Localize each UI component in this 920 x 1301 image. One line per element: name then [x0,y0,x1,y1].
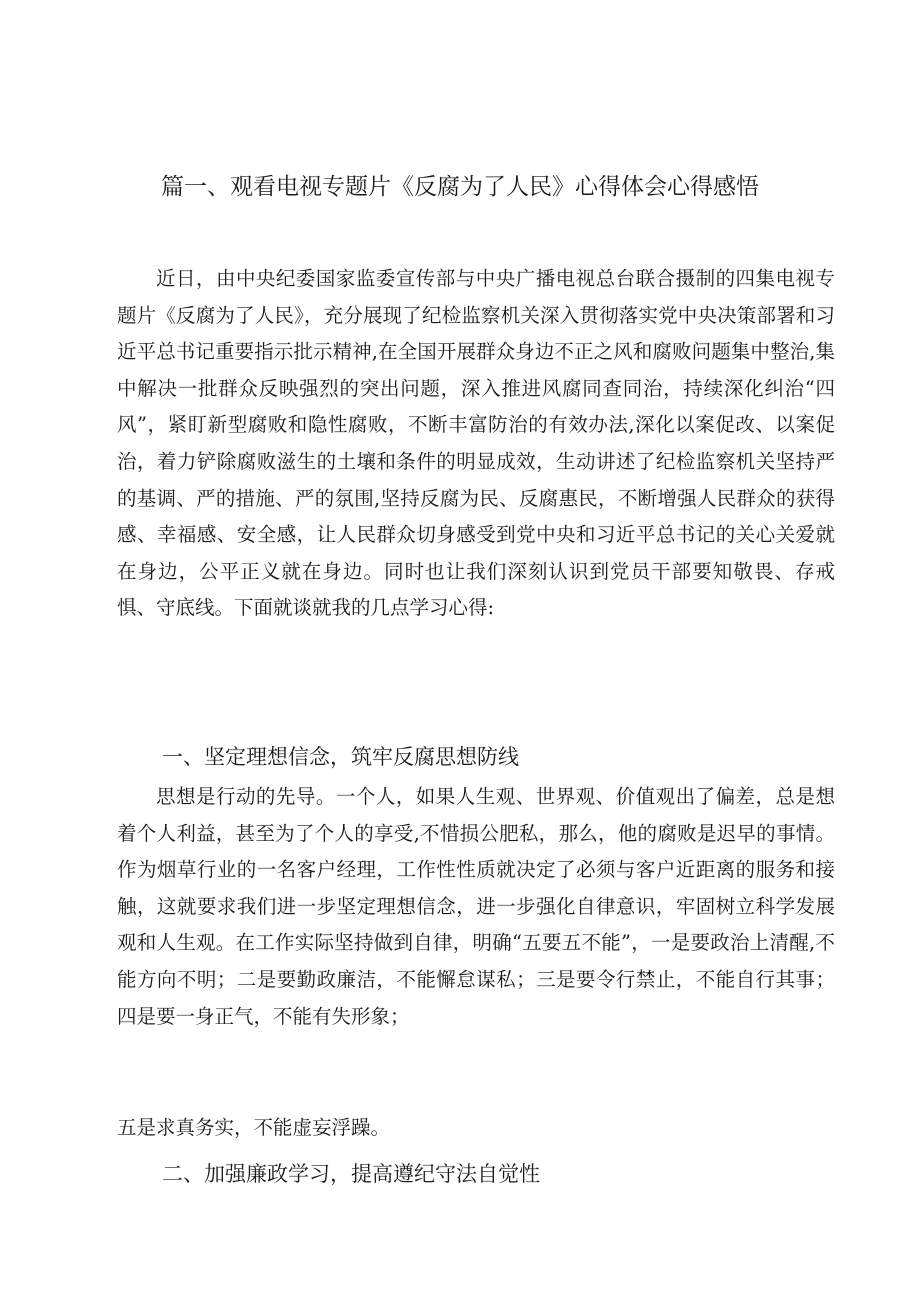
paragraph-section-1-continued: 五是求真务实，不能虚妄浮躁。 [117,1116,391,1139]
paragraph-intro: 近日，由中央纪委国家监委宣传部与中央广播电视总台联合摄制的四集电视专题片《反腐为了人民》，充分展现了纪检监察机关深入贯彻落实党中央决策部署和习近平总书记重要指示批示精神,在全国开展群众身边不正之风和腐败问题集中整治,集中解决一批群众反映强烈的突出问题，深入推进风腐同查同治，持续深化纠治“四风”，紧盯新型腐败和隐性腐败，不断丰富防治的有效办法,深化以案促改、以案促治，着力铲除腐败滋生的土壤和条件的明显成效，生动讲述了纪检监察机关坚持严的基调、严的措施、严的氛围,坚持反腐为民、反腐惠民，不断增强人民群众的获得感、幸福感、安全感，让人民群众切身感受到党中央和习近平总书记的关心关爱就在身边，公平正义就在身边。同时也让我们深刻认识到党员干部要知敬畏、存戒惧、守底线。下面就谈就我的几点学习心得: [117,267,835,620]
section-heading-2: 二、加强廉政学习，提高遵纪守法自觉性 [162,1162,540,1186]
section-heading-1: 一、坚定理想信念，筑牢反腐思想防线 [162,745,519,769]
document-title: 篇一、观看电视专题片《反腐为了人民》心得体会心得感悟 [161,174,759,200]
paragraph-section-1: 思想是行动的先导。一个人，如果人生观、世界观、价值观出了偏差，总是想着个人利益，甚至为了个人的享受,不惜损公肥私，那么，他的腐败是迟早的事情。作为烟草行业的一名客户经理，工作性性质就决定了必须与客户近距离的服务和接触，这就要求我们进一步坚定理想信念，进一步强化自律意识，牢固树立科学发展观和人生观。在工作实际坚持做到自律，明确“五要五不能”，一是要政治上清醒,不能方向不明；二是要勤政廉洁，不能懈怠谋私；三是要令行禁止，不能自行其事；四是要一身正气，不能有失形象； [117,785,835,1028]
